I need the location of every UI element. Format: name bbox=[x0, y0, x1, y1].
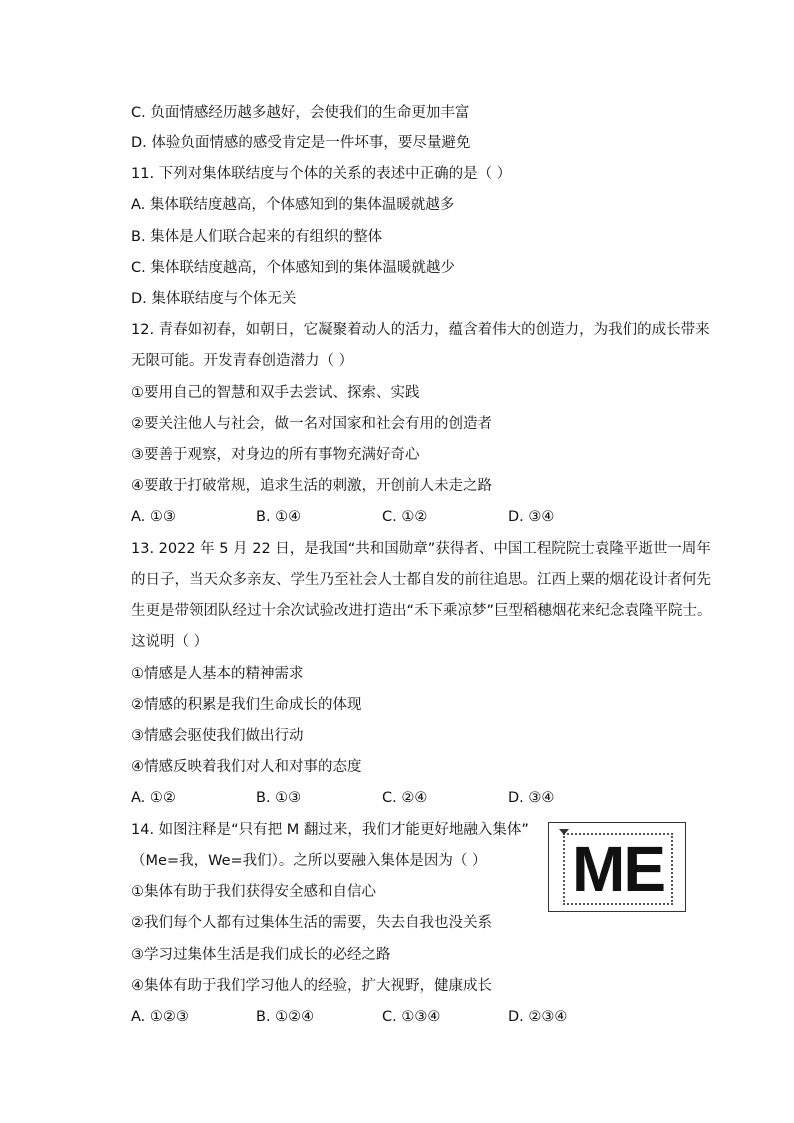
q13-stem-line-2: 的日子，当天众多亲友、学生乃至社会人士都自发的前往追思。江西上粟的烟花设计者何先 bbox=[131, 572, 711, 588]
q13-stem-line-4: 这说明（ ） bbox=[131, 634, 209, 650]
q10-option-d: D. 体验负面情感的感受肯定是一件坏事，要尽量避免 bbox=[131, 135, 471, 151]
q13-choice-a: A. ①② bbox=[131, 790, 176, 806]
q13-statement-2: ②情感的积累是我们生命成长的体现 bbox=[131, 697, 362, 713]
q14-choice-b: B. ①②④ bbox=[256, 1009, 315, 1025]
q12-choice-d: D. ③④ bbox=[508, 509, 555, 525]
q14-choice-c: C. ①③④ bbox=[382, 1009, 441, 1025]
q12-stem-line-2: 无限可能。开发青春创造潜力（ ） bbox=[131, 353, 354, 369]
q10-option-c: C. 负面情感经历越多越好，会使我们的生命更加丰富 bbox=[131, 105, 470, 121]
q14-statement-4: ④集体有助于我们学习他人的经验，扩大视野，健康成长 bbox=[131, 978, 492, 994]
q13-statement-3: ③情感会驱使我们做出行动 bbox=[131, 728, 304, 744]
q14-statement-1: ①集体有助于我们获得安全感和自信心 bbox=[131, 884, 376, 900]
q12-statement-2: ②要关注他人与社会，做一名对国家和社会有用的创造者 bbox=[131, 416, 492, 432]
figure-me-text: ME bbox=[572, 833, 664, 905]
q14-stem-line-1: 14. 如图注释是“只有把 M 翻过来，我们才能更好地融入集体” bbox=[131, 822, 529, 838]
q11-option-b: B. 集体是人们联合起来的有组织的整体 bbox=[131, 229, 383, 245]
q12-statement-4: ④要敢于打破常规，追求生活的刺激，开创前人未走之路 bbox=[131, 478, 492, 494]
q14-statement-2: ②我们每个人都有过集体生活的需要，失去自我也没关系 bbox=[131, 915, 492, 931]
q12-choice-a: A. ①③ bbox=[131, 509, 176, 525]
q12-choices bbox=[131, 507, 651, 527]
q11-option-a: A. 集体联结度越高，个体感知到的集体温暖就越多 bbox=[131, 197, 455, 213]
q11-stem: 11. 下列对集体联结度与个体的关系的表述中正确的是（ ） bbox=[131, 166, 512, 182]
q14-choices bbox=[131, 1007, 651, 1027]
q12-statement-3: ③要善于观察，对身边的所有事物充满好奇心 bbox=[131, 447, 420, 463]
q13-statement-4: ④情感反映着我们对人和对事的态度 bbox=[131, 759, 362, 775]
q12-statement-1: ①要用自己的智慧和双手去尝试、探索、实践 bbox=[131, 385, 420, 401]
q12-choice-b: B. ①④ bbox=[256, 509, 302, 525]
q13-stem-line-3: 生更是带领团队经过十余次试验改进打造出“禾下乘凉梦”巨型稻穗烟花来纪念袁隆平院士。 bbox=[131, 603, 712, 619]
q12-choice-c: C. ①② bbox=[382, 509, 428, 525]
q14-choice-a: A. ①②③ bbox=[131, 1009, 189, 1025]
q13-stem-line-1: 13. 2022 年 5 月 22 日，是我国“共和国勋章”获得者、中国工程院院士袁隆平逝世一周年 bbox=[131, 541, 711, 557]
q13-statement-1: ①情感是人基本的精神需求 bbox=[131, 666, 304, 682]
q14-choice-d: D. ②③④ bbox=[508, 1009, 568, 1025]
q13-choices bbox=[131, 788, 651, 808]
q14-statement-3: ③学习过集体生活是我们成长的必经之路 bbox=[131, 947, 391, 963]
q13-choice-b: B. ①③ bbox=[256, 790, 302, 806]
me-figure bbox=[548, 822, 686, 912]
q13-choice-d: D. ③④ bbox=[508, 790, 555, 806]
q12-stem-line-1: 12. 青春如初春，如朝日，它凝聚着动人的活力，蕴含着伟大的创造力，为我们的成长带来 bbox=[131, 322, 710, 338]
q11-option-d: D. 集体联结度与个体无关 bbox=[131, 291, 297, 307]
q11-option-c: C. 集体联结度越高，个体感知到的集体温暖就越少 bbox=[131, 260, 455, 276]
q13-choice-c: C. ②④ bbox=[382, 790, 428, 806]
q14-stem-line-2: （Me=我，We=我们）。之所以要融入集体是因为（ ） bbox=[131, 853, 487, 869]
